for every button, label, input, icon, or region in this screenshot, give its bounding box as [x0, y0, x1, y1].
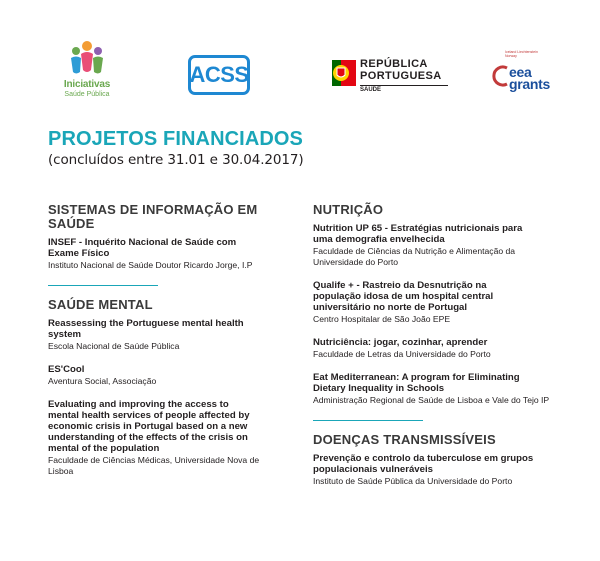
section-divider	[313, 420, 423, 421]
project-title	[313, 223, 573, 245]
project-institution-line: Lisboa	[48, 466, 74, 476]
section-heading-line: SAÚDE	[48, 216, 95, 231]
project-title-line: Qualife + - Rastreio da Desnutrição na	[313, 280, 487, 291]
left-column	[48, 203, 288, 477]
project-title	[48, 399, 288, 454]
republica-line3: SAÚDE	[360, 87, 382, 93]
project-institution	[48, 455, 288, 477]
project-title	[313, 372, 573, 394]
project-title-line: system	[48, 329, 82, 340]
project-title-line: Eat Mediterranean: A program for Eliminating	[313, 372, 520, 383]
acss-logo-text: ACSS	[189, 62, 249, 87]
project-title-line: Reassessing the Portuguese mental health	[48, 318, 244, 329]
eea-small-text: Iceland Liechtenstein Norway	[505, 50, 538, 58]
project-title	[313, 280, 573, 313]
project-title	[48, 237, 288, 259]
project-institution: Administração Regional de Saúde de Lisboa e Vale do Tejo IP	[313, 395, 550, 405]
coat-of-arms-icon	[332, 60, 356, 86]
project-title-line: uma demografia envelhecida	[313, 234, 445, 245]
project-item-insef	[48, 237, 288, 271]
project-institution: Instituto Nacional de Saúde Doutor Ricardo Jorge, I.P	[48, 260, 253, 270]
republica-line1: REPÚBLICA	[360, 58, 428, 70]
project-item-reassessing	[48, 318, 288, 352]
eea-line1: eea	[509, 64, 532, 80]
project-title-line: população idosa de um hospital central	[313, 291, 494, 302]
project-item-qualife	[313, 280, 573, 325]
project-institution: Instituto de Saúde Pública da Universidade do Porto	[313, 476, 513, 486]
project-title-line: universitário no norte de Portugal	[313, 302, 468, 313]
republica-divider	[360, 85, 448, 86]
project-title-line: mental of the population	[48, 443, 160, 454]
project-title-line: populacionais vulneráveis	[313, 464, 433, 475]
project-title: ES'Cool	[48, 364, 85, 375]
project-title-line: mental health services of people affected by	[48, 410, 250, 421]
eea-circle-icon	[491, 64, 509, 88]
project-institution: Faculdade de Letras da Universidade do Porto	[313, 349, 491, 359]
project-title	[313, 453, 573, 475]
project-item-eat-mediterranean	[313, 372, 573, 406]
project-title-line: Nutrition UP 65 - Estratégias nutricionais para	[313, 223, 523, 234]
section-heading-saude-mental: SAÚDE MENTAL	[48, 297, 153, 312]
project-title-line: understanding of the effects of the crisis on	[48, 432, 248, 443]
project-institution-line: Faculdade de Ciências da Nutrição e Alimentação da	[313, 246, 516, 256]
project-title	[48, 318, 288, 340]
iniciativas-logo	[58, 40, 116, 110]
right-column	[313, 203, 573, 487]
project-institution-line: Universidade do Porto	[313, 257, 399, 267]
acss-logo	[188, 55, 250, 95]
project-institution: Escola Nacional de Saúde Pública	[48, 341, 180, 351]
eea-line2: grants	[509, 76, 550, 92]
iniciativas-sub: Saúde Pública	[64, 91, 110, 98]
project-title: Nutriciência: jogar, cozinhar, aprender	[313, 337, 488, 348]
section-heading-doencas: DOENÇAS TRANSMISSÍVEIS	[313, 432, 496, 447]
project-institution: Aventura Social, Associação	[48, 376, 157, 386]
project-item-tuberculose	[313, 453, 573, 487]
section-heading-sistemas	[48, 203, 288, 231]
republica-portuguesa-logo	[332, 58, 450, 98]
iniciativas-people-icon	[67, 40, 107, 78]
project-title-line: Evaluating and improving the access to	[48, 399, 229, 410]
section-heading-line: SISTEMAS DE INFORMAÇÃO EM	[48, 202, 258, 217]
project-item-nutrition-up65	[313, 223, 573, 268]
page-title: PROJETOS FINANCIADOS	[48, 128, 303, 150]
eea-grants-logo	[487, 50, 557, 100]
project-title-line: Dietary Inequality in Schools	[313, 383, 445, 394]
project-title-line: economic crisis in Portugal based on a new	[48, 421, 248, 432]
republica-line2: PORTUGUESA	[360, 70, 442, 82]
project-title-line: Prevenção e controlo da tuberculose em grupos	[313, 453, 534, 464]
section-divider	[48, 285, 158, 286]
project-item-nutriciencia	[313, 337, 573, 360]
project-item-escool	[48, 364, 288, 387]
project-institution	[313, 246, 573, 268]
project-institution: Centro Hospitalar de São João EPE	[313, 314, 451, 324]
project-institution-line: Faculdade de Ciências Médicas, Universidade Nova de	[48, 455, 260, 465]
project-title-line: INSEF - Inquérito Nacional de Saúde com	[48, 237, 237, 248]
iniciativas-name: Iniciativas	[63, 79, 111, 90]
page-subtitle: (concluídos entre 31.01 e 30.04.2017)	[48, 152, 304, 168]
section-heading-nutricao: NUTRIÇÃO	[313, 202, 384, 217]
project-item-evaluating	[48, 399, 288, 477]
project-title-line: Exame Físico	[48, 248, 110, 259]
